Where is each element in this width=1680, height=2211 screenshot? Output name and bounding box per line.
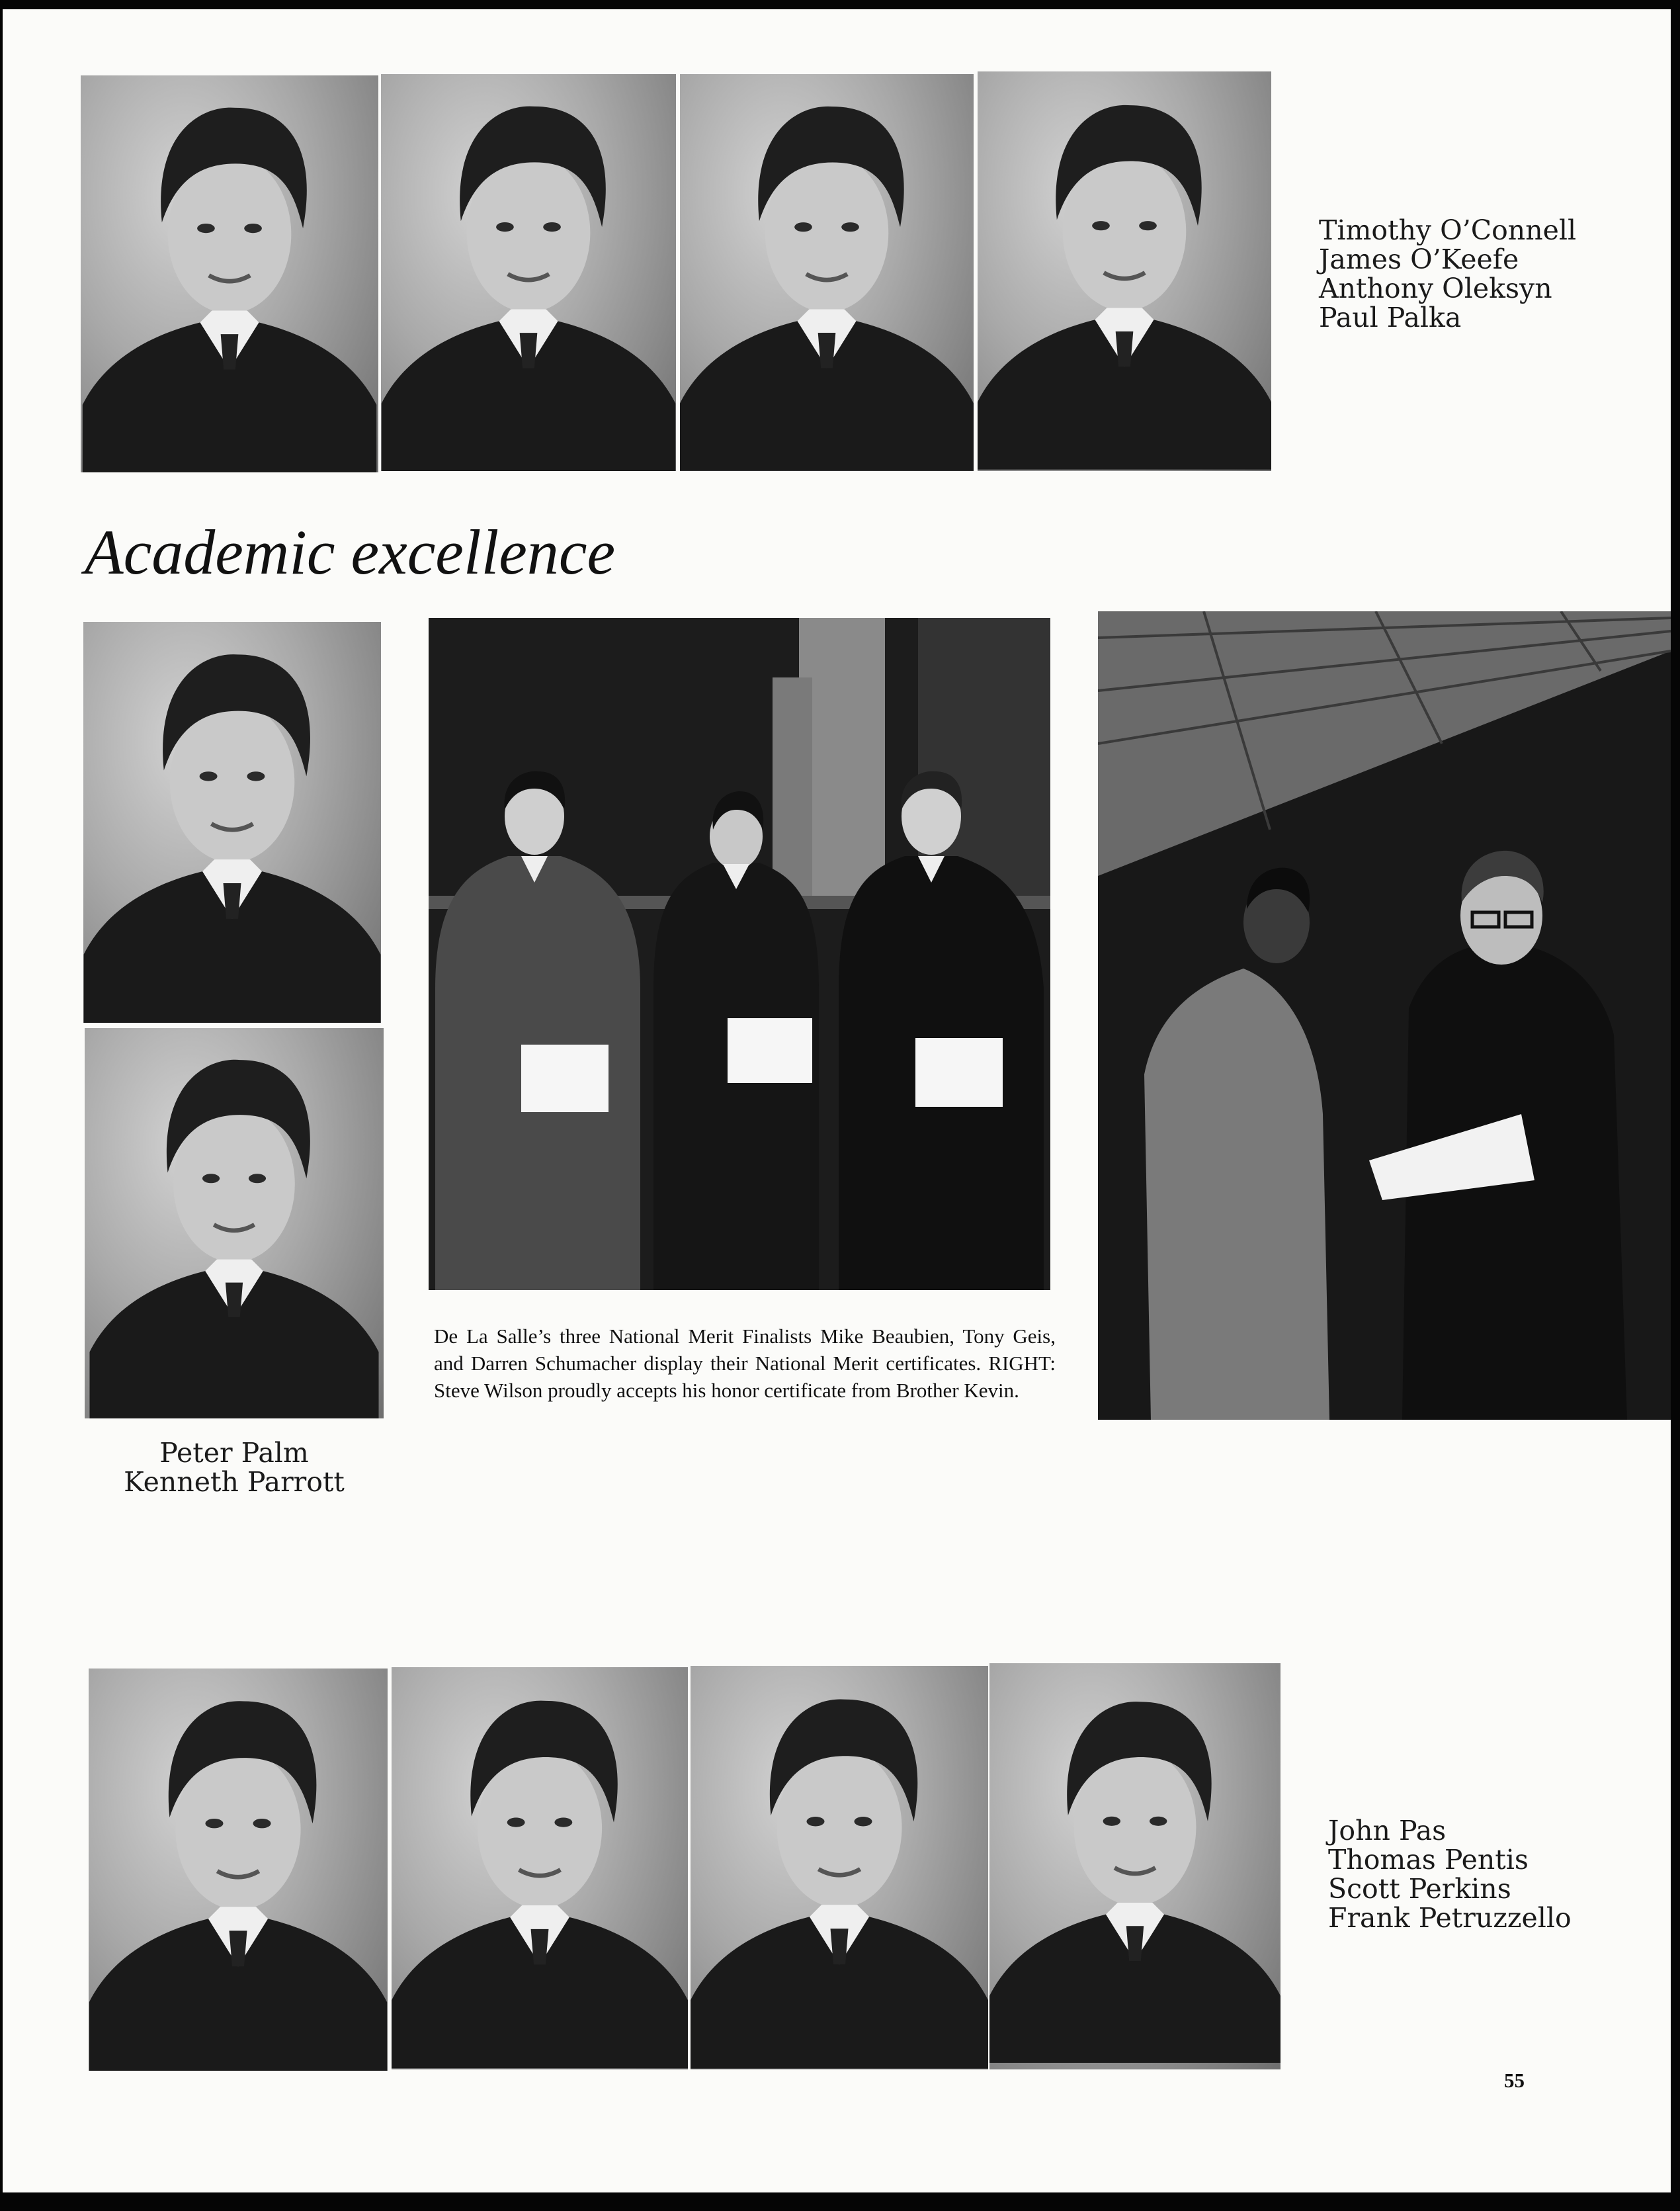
portrait-graphic [89, 1669, 388, 2071]
student-name: John Pas [1328, 1815, 1447, 1846]
portrait-graphic [83, 622, 381, 1023]
top-row-names [1319, 216, 1576, 332]
student-name: Paul Palka [1319, 302, 1462, 333]
portrait-photo [81, 75, 378, 472]
portrait-graphic [978, 71, 1271, 471]
yearbook-page [3, 9, 1671, 2192]
portrait-photo [85, 1028, 384, 1418]
portrait-graphic [381, 74, 676, 471]
portrait-graphic [81, 75, 378, 472]
portrait-photo [978, 71, 1271, 471]
student-name: Anthony Oleksyn [1319, 273, 1552, 304]
page-number: 55 [1504, 2069, 1525, 2092]
left-column-names [85, 1438, 384, 1496]
portrait-graphic [85, 1028, 384, 1418]
student-name: Frank Petruzzello [1328, 1902, 1572, 1934]
student-name: James O’Keefe [1319, 243, 1519, 275]
group-photo-graphic [429, 618, 1050, 1290]
portrait-photo [89, 1669, 388, 2071]
portrait-graphic [680, 74, 974, 471]
portrait-photo [680, 74, 974, 471]
student-name: Kenneth Parrott [124, 1466, 345, 1498]
portrait-graphic [691, 1666, 988, 2069]
portrait-photo [989, 1663, 1281, 2069]
student-name: Timothy O’Connell [1319, 214, 1577, 246]
student-name: Scott Perkins [1328, 1873, 1511, 1905]
portrait-photo [381, 74, 676, 471]
portrait-graphic [392, 1667, 688, 2069]
portrait-photo [83, 622, 381, 1023]
student-name: Peter Palm [159, 1437, 309, 1469]
bottom-row-names [1328, 1816, 1572, 1932]
portrait-photo [392, 1667, 688, 2069]
portrait-graphic [989, 1663, 1281, 2069]
photo-caption: De La Salle’s three National Merit Finalists Mike Beaubien, Tony Geis, and Darren Schumacher display their National Merit certificates. RIGHT: Steve Wilson proudly accepts his honor certificate from Brother Kevin. [434, 1324, 1056, 1402]
student-name: Thomas Pentis [1328, 1844, 1529, 1876]
portrait-photo [691, 1666, 988, 2069]
ceremony-photo [1098, 611, 1671, 1420]
group-photo [429, 618, 1050, 1290]
ceremony-photo-graphic [1098, 611, 1671, 1420]
section-title: Academic excellence [85, 517, 616, 587]
